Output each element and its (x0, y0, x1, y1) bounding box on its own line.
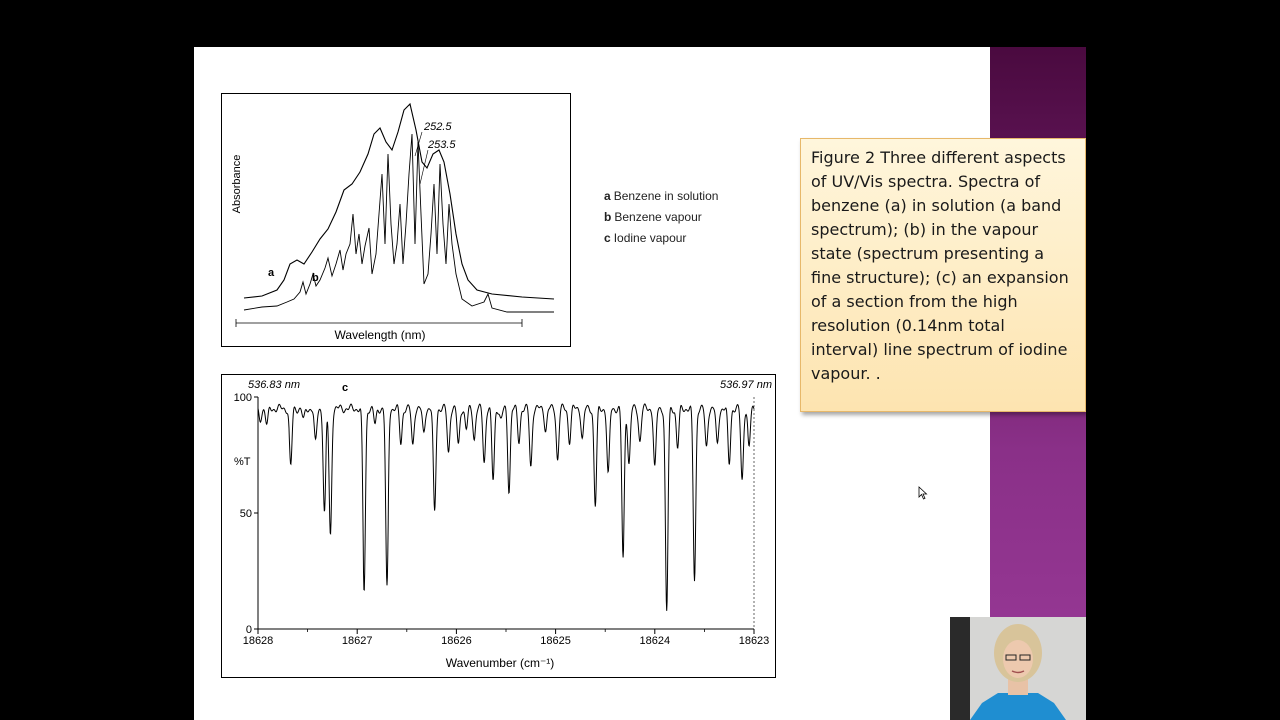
c-xlabel: Wavenumber (cm⁻¹) (445, 656, 555, 670)
benzene-spectra-panel (221, 93, 571, 347)
ab-xlabel: Wavelength (nm) (334, 328, 426, 342)
ab-ylabel: Absorbance (231, 154, 243, 214)
iodine-spectrum-line (258, 404, 754, 611)
figure-caption: Figure 2 Three different aspects of UV/Vis spectra. Spectra of benzene (a) in solution (a band spectrum); (b) in the vapour state (spectrum presenting a fine structure); (c) an expansion of a section from the high resolution (0.14nm total interval) line spectrum of iodine vapour. . (811, 148, 1069, 383)
c-x-tick-label: 18623 (738, 635, 770, 647)
presenter-video-icon (950, 617, 1086, 720)
c-x-tick-label: 18624 (639, 635, 671, 647)
series-a-label: a (268, 267, 275, 279)
c-range-right: 536.97 nm (720, 379, 772, 391)
series-b-curve (244, 134, 554, 312)
series-a-curve (244, 104, 554, 299)
c-series-label: c (342, 382, 349, 394)
c-ylabel: %T (234, 456, 251, 468)
mouse-cursor-icon (918, 486, 928, 500)
iodine-spectrum-panel (221, 374, 776, 678)
presenter-webcam (950, 617, 1086, 720)
c-y-tick-label: 0 (245, 624, 252, 636)
c-x-tick-label: 18627 (341, 635, 373, 647)
peak-annotation-252-5: 252.5 (424, 121, 452, 133)
c-range-left: 536.83 nm (248, 379, 300, 391)
iodine-spectrum-chart (222, 375, 775, 677)
c-y-tick-label: 100 (233, 392, 252, 404)
figure-caption-box (800, 138, 1086, 412)
peak-annotation-253-5: 253.5 (428, 139, 456, 151)
c-y-tick-label: 50 (239, 508, 252, 520)
series-b-label: b (312, 272, 319, 284)
legend-item-c: c Iodine vapour (604, 231, 687, 245)
c-x-tick-label: 18626 (441, 635, 472, 647)
c-x-tick-label: 18628 (242, 635, 274, 647)
legend-item-b: b Benzene vapour (604, 210, 702, 224)
c-x-tick-label: 18625 (540, 635, 571, 647)
legend-item-a: a Benzene in solution (604, 189, 719, 203)
benzene-spectra-chart (222, 94, 570, 346)
spectra-legend (604, 186, 718, 249)
